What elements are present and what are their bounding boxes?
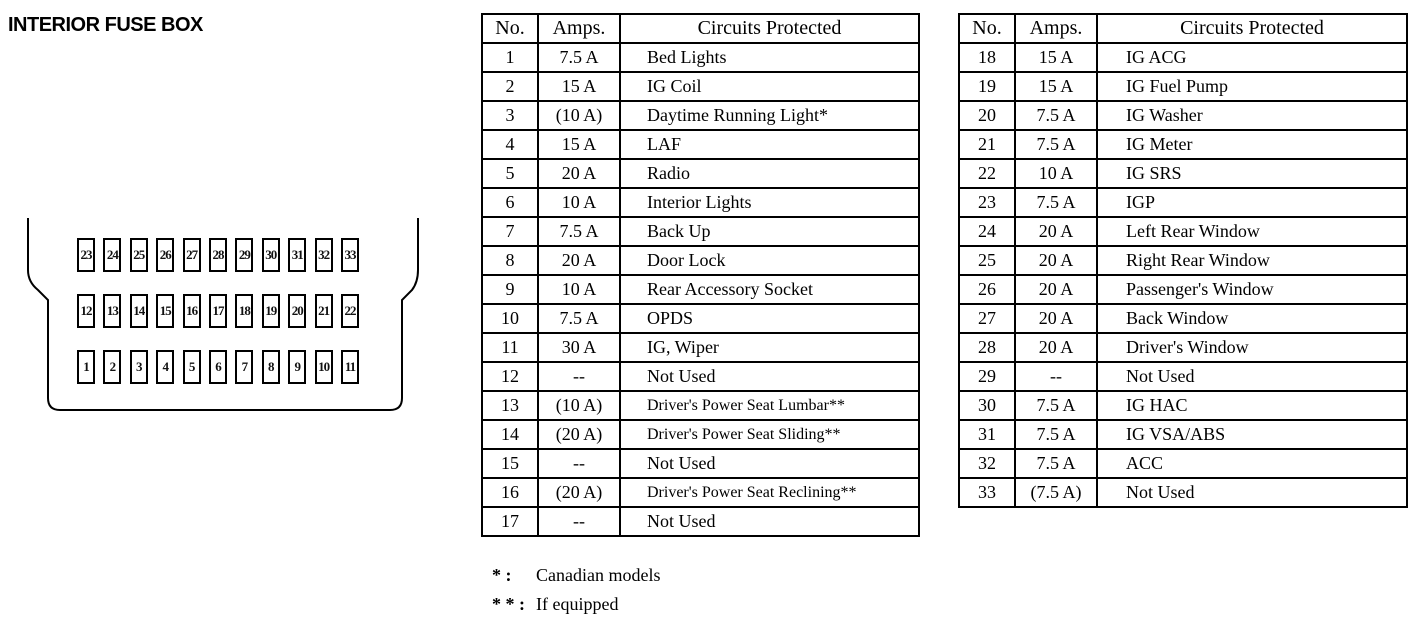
circuit-cell: Driver's Power Seat Lumbar** — [620, 391, 919, 420]
table-row — [482, 217, 919, 246]
table-row — [959, 246, 1407, 275]
fuse-number-cell: 25 — [959, 246, 1015, 275]
fuse-number-cell: 1 — [482, 43, 538, 72]
fuse-number-cell: 29 — [959, 362, 1015, 391]
fuse-number-cell: 4 — [482, 130, 538, 159]
fuse-slot: 23 — [77, 238, 95, 272]
circuit-cell: Not Used — [1097, 362, 1407, 391]
fuse-number-cell: 18 — [959, 43, 1015, 72]
amps-cell: (10 A) — [538, 391, 620, 420]
amps-cell: 7.5 A — [1015, 101, 1097, 130]
fuse-number-cell: 30 — [959, 391, 1015, 420]
table-row — [959, 43, 1407, 72]
fuse-number-cell: 6 — [482, 188, 538, 217]
table-row — [959, 275, 1407, 304]
table-row — [482, 478, 919, 507]
fuse-slot: 25 — [130, 238, 148, 272]
table-header-row — [959, 14, 1407, 43]
legend-text: Canadian models — [536, 565, 661, 585]
fuse-slot: 31 — [288, 238, 306, 272]
fuse-number-cell: 21 — [959, 130, 1015, 159]
amps-cell: 20 A — [538, 246, 620, 275]
table-row — [482, 507, 919, 536]
circuit-cell: IG Coil — [620, 72, 919, 101]
amps-cell: 7.5 A — [1015, 188, 1097, 217]
legend-symbol: * * : — [492, 594, 525, 614]
table-row — [482, 188, 919, 217]
fuse-slot: 21 — [315, 294, 333, 328]
table-row — [959, 333, 1407, 362]
amps-cell: (20 A) — [538, 420, 620, 449]
table-row — [482, 420, 919, 449]
fuse-number-cell: 3 — [482, 101, 538, 130]
circuit-cell: Back Up — [620, 217, 919, 246]
circuit-cell: Left Rear Window — [1097, 217, 1407, 246]
table-row — [959, 101, 1407, 130]
fuse-number-cell: 27 — [959, 304, 1015, 333]
fuse-table-right — [958, 13, 1408, 508]
amps-cell: 20 A — [538, 159, 620, 188]
table-row — [482, 43, 919, 72]
table-row — [959, 478, 1407, 507]
table-row — [482, 159, 919, 188]
fuse-slot: 15 — [156, 294, 174, 328]
fuse-slot: 14 — [130, 294, 148, 328]
fuse-slot: 13 — [103, 294, 121, 328]
table-row — [482, 130, 919, 159]
fuse-number-cell: 19 — [959, 72, 1015, 101]
fuse-slot: 3 — [130, 350, 148, 384]
table-row — [482, 72, 919, 101]
circuit-cell: Daytime Running Light* — [620, 101, 919, 130]
column-header-no: No. — [959, 14, 1015, 43]
amps-cell: 7.5 A — [538, 304, 620, 333]
circuit-cell: Driver's Power Seat Sliding** — [620, 420, 919, 449]
amps-cell: 7.5 A — [538, 217, 620, 246]
fuse-slot: 27 — [183, 238, 201, 272]
fuse-number-cell: 16 — [482, 478, 538, 507]
amps-cell: -- — [538, 362, 620, 391]
amps-cell: 10 A — [538, 275, 620, 304]
circuit-cell: IG VSA/ABS — [1097, 420, 1407, 449]
fuse-number-cell: 8 — [482, 246, 538, 275]
circuit-cell: Not Used — [1097, 478, 1407, 507]
fuse-slot: 22 — [341, 294, 359, 328]
fuse-slot: 30 — [262, 238, 280, 272]
circuit-cell: Passenger's Window — [1097, 275, 1407, 304]
circuit-cell: LAF — [620, 130, 919, 159]
amps-cell: 10 A — [1015, 159, 1097, 188]
fuse-slot: 6 — [209, 350, 227, 384]
circuit-cell: IG, Wiper — [620, 333, 919, 362]
amps-cell: 20 A — [1015, 304, 1097, 333]
table-row — [959, 188, 1407, 217]
column-header-amps: Amps. — [1015, 14, 1097, 43]
circuit-cell: IG ACG — [1097, 43, 1407, 72]
column-header-amps: Amps. — [538, 14, 620, 43]
table-row — [482, 304, 919, 333]
fuse-slot: 33 — [341, 238, 359, 272]
legend-item-canadian — [492, 565, 660, 586]
fuse-slot: 8 — [262, 350, 280, 384]
fuse-table-left — [481, 13, 920, 537]
amps-cell: 7.5 A — [1015, 130, 1097, 159]
fuse-number-cell: 13 — [482, 391, 538, 420]
circuit-cell: ACC — [1097, 449, 1407, 478]
fuse-slot: 29 — [235, 238, 253, 272]
table-row — [482, 333, 919, 362]
fuse-slot: 32 — [315, 238, 333, 272]
amps-cell: 7.5 A — [1015, 449, 1097, 478]
fuse-number-cell: 33 — [959, 478, 1015, 507]
circuit-cell: IG Meter — [1097, 130, 1407, 159]
fuse-slot: 17 — [209, 294, 227, 328]
table-row — [959, 130, 1407, 159]
fuse-number-cell: 31 — [959, 420, 1015, 449]
fuse-slot: 11 — [341, 350, 359, 384]
legend-item-equipped — [492, 594, 618, 615]
circuit-cell: IG HAC — [1097, 391, 1407, 420]
amps-cell: 7.5 A — [538, 43, 620, 72]
fuse-slot: 12 — [77, 294, 95, 328]
amps-cell: (10 A) — [538, 101, 620, 130]
column-header-no: No. — [482, 14, 538, 43]
fuse-slot: 19 — [262, 294, 280, 328]
circuit-cell: Radio — [620, 159, 919, 188]
fuse-number-cell: 7 — [482, 217, 538, 246]
table-row — [482, 449, 919, 478]
table-row — [959, 362, 1407, 391]
fuse-slot: 24 — [103, 238, 121, 272]
table-row — [482, 391, 919, 420]
circuit-cell: Not Used — [620, 362, 919, 391]
table-row — [959, 391, 1407, 420]
amps-cell: 20 A — [1015, 246, 1097, 275]
circuit-cell: Rear Accessory Socket — [620, 275, 919, 304]
column-header-circuits: Circuits Protected — [1097, 14, 1407, 43]
circuit-cell: Driver's Window — [1097, 333, 1407, 362]
fuse-slot: 16 — [183, 294, 201, 328]
fuse-box-diagram — [0, 200, 440, 430]
table-row — [959, 72, 1407, 101]
fuse-slot: 28 — [209, 238, 227, 272]
table-row — [959, 449, 1407, 478]
amps-cell: -- — [538, 507, 620, 536]
amps-cell: 30 A — [538, 333, 620, 362]
amps-cell: 20 A — [1015, 275, 1097, 304]
table-row — [959, 420, 1407, 449]
circuit-cell: Interior Lights — [620, 188, 919, 217]
circuit-cell: Not Used — [620, 507, 919, 536]
fuse-number-cell: 10 — [482, 304, 538, 333]
amps-cell: 20 A — [1015, 217, 1097, 246]
circuit-cell: Back Window — [1097, 304, 1407, 333]
legend-text: If equipped — [536, 594, 619, 614]
fuse-slot: 9 — [288, 350, 306, 384]
amps-cell: 10 A — [538, 188, 620, 217]
table-row — [959, 217, 1407, 246]
legend-symbol: * : — [492, 565, 512, 585]
circuit-cell: IG Washer — [1097, 101, 1407, 130]
amps-cell: 20 A — [1015, 333, 1097, 362]
amps-cell: -- — [1015, 362, 1097, 391]
fuse-number-cell: 24 — [959, 217, 1015, 246]
fuse-number-cell: 28 — [959, 333, 1015, 362]
circuit-cell: OPDS — [620, 304, 919, 333]
fuse-slot: 7 — [235, 350, 253, 384]
amps-cell: 15 A — [538, 72, 620, 101]
fuse-slot: 10 — [315, 350, 333, 384]
table-row — [959, 304, 1407, 333]
circuit-cell: IG Fuel Pump — [1097, 72, 1407, 101]
circuit-cell: IG SRS — [1097, 159, 1407, 188]
fuse-slot: 5 — [183, 350, 201, 384]
fuse-number-cell: 20 — [959, 101, 1015, 130]
amps-cell: 7.5 A — [1015, 391, 1097, 420]
amps-cell: -- — [538, 449, 620, 478]
fuse-number-cell: 5 — [482, 159, 538, 188]
amps-cell: 15 A — [538, 130, 620, 159]
table-header-row — [482, 14, 919, 43]
table-row — [482, 275, 919, 304]
fuse-slot: 18 — [235, 294, 253, 328]
amps-cell: 15 A — [1015, 43, 1097, 72]
table-row — [959, 159, 1407, 188]
fuse-number-cell: 12 — [482, 362, 538, 391]
fuse-number-cell: 26 — [959, 275, 1015, 304]
fuse-number-cell: 17 — [482, 507, 538, 536]
fuse-number-cell: 15 — [482, 449, 538, 478]
fuse-slot: 1 — [77, 350, 95, 384]
fuse-number-cell: 2 — [482, 72, 538, 101]
page-title: INTERIOR FUSE BOX — [8, 14, 203, 36]
fuse-slot: 2 — [103, 350, 121, 384]
circuit-cell: Right Rear Window — [1097, 246, 1407, 275]
table-row — [482, 246, 919, 275]
amps-cell: (7.5 A) — [1015, 478, 1097, 507]
circuit-cell: Door Lock — [620, 246, 919, 275]
circuit-cell: IGP — [1097, 188, 1407, 217]
fuse-number-cell: 14 — [482, 420, 538, 449]
fuse-slot: 4 — [156, 350, 174, 384]
amps-cell: 7.5 A — [1015, 420, 1097, 449]
fuse-slot: 20 — [288, 294, 306, 328]
table-row — [482, 101, 919, 130]
amps-cell: 15 A — [1015, 72, 1097, 101]
column-header-circuits: Circuits Protected — [620, 14, 919, 43]
table-row — [482, 362, 919, 391]
amps-cell: (20 A) — [538, 478, 620, 507]
fuse-number-cell: 11 — [482, 333, 538, 362]
circuit-cell: Driver's Power Seat Reclining** — [620, 478, 919, 507]
circuit-cell: Not Used — [620, 449, 919, 478]
fuse-number-cell: 9 — [482, 275, 538, 304]
circuit-cell: Bed Lights — [620, 43, 919, 72]
fuse-slot: 26 — [156, 238, 174, 272]
fuse-number-cell: 23 — [959, 188, 1015, 217]
fuse-number-cell: 32 — [959, 449, 1015, 478]
fuse-number-cell: 22 — [959, 159, 1015, 188]
